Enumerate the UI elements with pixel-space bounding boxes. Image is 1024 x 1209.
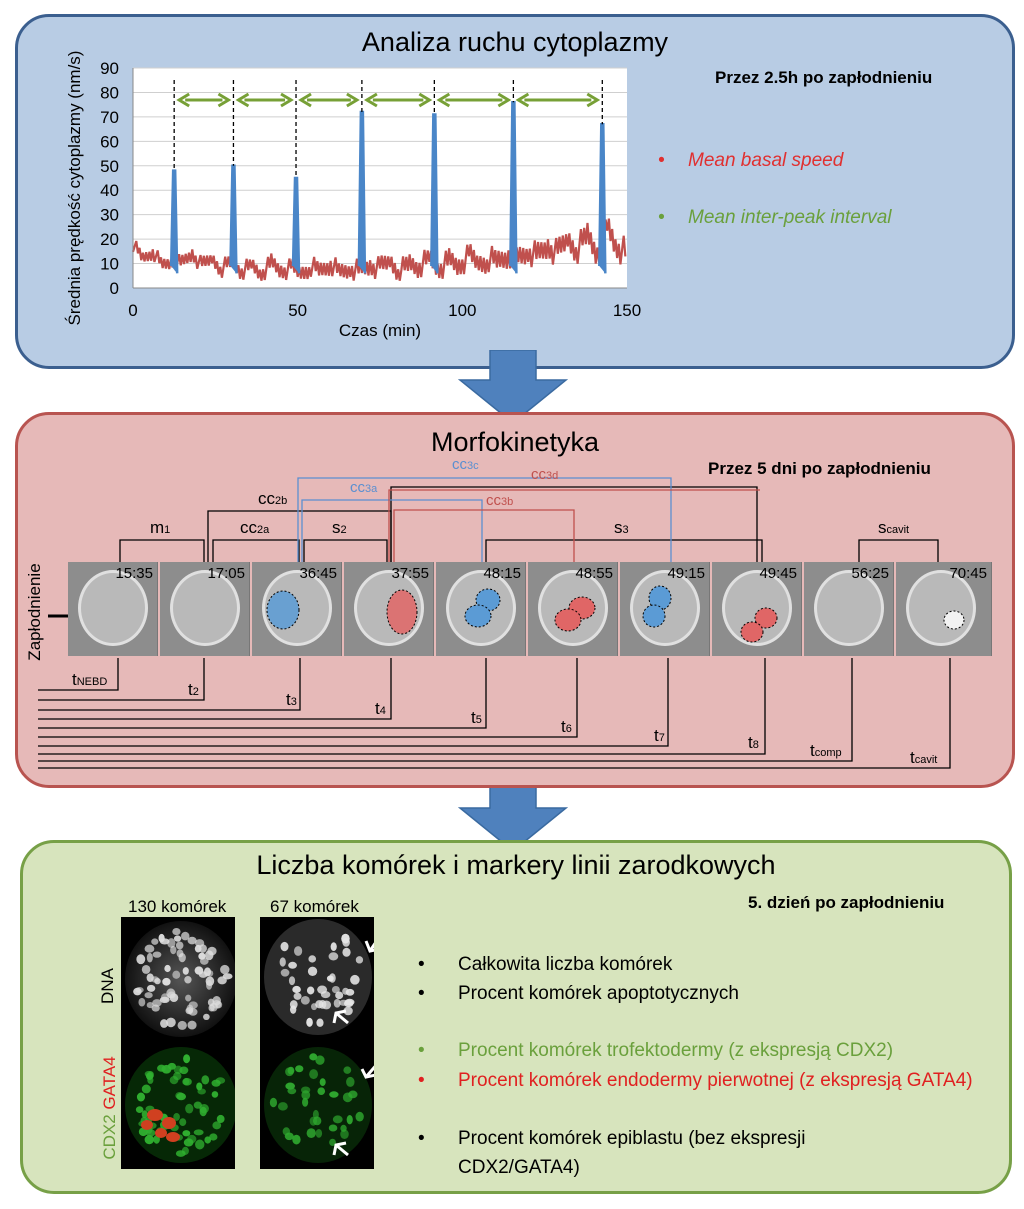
frame-time: 48:55: [575, 565, 613, 582]
panel-title: Morfokinetyka: [430, 427, 600, 457]
marker-image-67: [260, 1043, 374, 1169]
nucleus: [287, 1088, 296, 1094]
nucleus: [185, 995, 191, 1002]
bullet-total-cells: [418, 950, 673, 979]
nucleus: [313, 1110, 319, 1119]
gata4-label: GATA4: [100, 1056, 119, 1110]
nucleus: [183, 1054, 190, 1063]
nucleus: [151, 938, 158, 944]
nucleus: [147, 953, 153, 963]
bullet-trophectoderm: [418, 1036, 988, 1065]
y-tick-label: 0: [109, 279, 119, 298]
frame-time: 56:25: [851, 565, 889, 582]
time-label-t3: t3: [286, 690, 297, 709]
nucleus: [341, 934, 350, 944]
nucleus: [329, 1125, 338, 1132]
nucleus: [204, 967, 211, 976]
nucleus: [183, 967, 189, 975]
frame-time: 15:35: [115, 565, 153, 582]
nucleus: [151, 976, 159, 982]
nucleus: [137, 1093, 145, 1102]
nucleus: [212, 1091, 219, 1098]
frame-time: 36:45: [299, 565, 337, 582]
dna-image-130: [121, 917, 235, 1043]
nucleus: [355, 1112, 363, 1122]
nucleus: [294, 993, 302, 1000]
nucleus: [199, 1104, 209, 1113]
bullet-epiblast: [418, 1124, 918, 1182]
nucleus: [161, 993, 169, 1002]
nucleus: [306, 1018, 313, 1027]
nucleus: [172, 971, 180, 979]
nucleus: [147, 985, 155, 992]
y-tick-label: 60: [100, 132, 119, 152]
nucleus: [157, 1065, 166, 1072]
bullet-dot: •: [658, 150, 665, 171]
nucleus: [147, 1002, 154, 1008]
nucleus: [201, 1075, 209, 1084]
nucleus: [295, 1065, 303, 1072]
nucleus: [164, 965, 170, 972]
nucleus: [194, 1129, 204, 1135]
frame-time: 37:55: [391, 565, 429, 582]
bullet-text: Procent komórek trofektodermy (z ekspresją CDX2): [458, 1040, 894, 1061]
bullet-text: Procent komórek endodermy pierwotnej (z ekspresją GATA4): [458, 1070, 973, 1091]
time-label-tcomp: tcomp: [810, 741, 842, 760]
nucleus: [347, 1115, 353, 1124]
bullet-dot: •: [418, 1070, 425, 1091]
interval-label-m1: m1: [150, 518, 171, 537]
y-tick-label: 90: [100, 59, 119, 78]
time-label-t6: t6: [561, 717, 572, 736]
nucleus: [198, 953, 205, 960]
nucleus: [288, 962, 297, 969]
frame-time: 49:45: [759, 565, 797, 582]
nucleus: [146, 1073, 153, 1080]
x-axis-label: Czas (min): [338, 321, 422, 340]
nucleus: [280, 957, 286, 966]
time-label-tcavit: tcavit: [910, 748, 938, 767]
nucleus: [270, 1098, 277, 1108]
time-label-t8: t8: [748, 733, 759, 752]
nucleus: [342, 948, 350, 957]
nucleus: [183, 1078, 189, 1085]
nucleus: [195, 939, 204, 947]
nucleus: [184, 976, 191, 983]
bullet-dot: •: [418, 1128, 425, 1149]
nucleus: [301, 1090, 310, 1099]
nucleus: [136, 954, 145, 964]
nucleus: [162, 978, 170, 986]
nucleus: [203, 1014, 210, 1020]
nucleus: [206, 980, 212, 990]
nucleus: [348, 1091, 357, 1099]
nucleus: [307, 987, 314, 995]
nucleus: [294, 946, 302, 956]
interval-label-scavit: scavit: [878, 518, 910, 537]
nucleus: [182, 1130, 190, 1136]
dna-image-67: [260, 917, 374, 1043]
nucleus: [335, 992, 343, 1000]
nucleus: [205, 950, 213, 960]
frame-time: 17:05: [207, 565, 245, 582]
nucleus: [217, 976, 226, 984]
y-tick-label: 20: [100, 230, 119, 250]
fertilization-label: Zapłodnienie: [25, 563, 44, 661]
nucleus: [176, 941, 184, 949]
nucleus: [343, 1066, 351, 1073]
nucleus: [220, 965, 229, 974]
bullet-text: Procent komórek apoptotycznych: [458, 983, 739, 1004]
nucleus: [320, 1078, 326, 1086]
nucleus: [166, 1018, 176, 1028]
interval-label-cc3b: cc3b: [486, 492, 514, 509]
nucleus: [182, 1147, 189, 1155]
nucleus: [283, 1127, 290, 1135]
nucleus: [340, 1129, 349, 1139]
panel-title: Analiza ruchu cytoplazmy: [361, 27, 669, 57]
nucleus: [290, 1005, 296, 1013]
column-label-130: 130 komórek: [128, 897, 227, 916]
frame-time: 49:15: [667, 565, 705, 582]
nucleus: [212, 1080, 221, 1087]
bullet-primitive-endoderm: [418, 1066, 988, 1095]
nucleus: [333, 1115, 343, 1123]
nucleus: [179, 1066, 188, 1074]
nucleus: [153, 952, 162, 958]
x-tick-label: 150: [612, 301, 642, 320]
time-label-t2: t2: [188, 680, 199, 699]
x-tick-label: 100: [448, 301, 477, 320]
y-tick-label: 40: [100, 181, 119, 201]
nucleus: [356, 956, 363, 963]
nucleus: [308, 967, 317, 976]
bullet-text: Procent komórek epiblastu (bez ekspresji CDX2/GATA4): [458, 1128, 806, 1178]
bullet-text: Mean basal speed: [688, 150, 844, 171]
y-axis-label: Średnia prędkość cytoplazmy (nm/s): [65, 50, 84, 326]
y-tick-label: 10: [100, 254, 119, 274]
interval-label-cc3a: cc3a: [350, 479, 378, 496]
y-tick-label: 70: [100, 107, 119, 127]
nucleus: [186, 1004, 193, 1013]
nucleus: [289, 976, 295, 985]
nucleus: [311, 1003, 317, 1010]
interval-label-cc2b: cc2b: [258, 489, 288, 508]
interval-label-cc3d: cc3d: [531, 466, 559, 483]
nucleus: [144, 992, 152, 998]
nucleus: [292, 986, 301, 993]
nucleus: [142, 1085, 151, 1094]
nucleus: [281, 942, 289, 951]
nucleus: [159, 934, 165, 942]
nucleus: [350, 975, 360, 985]
panel-tag: Przez 2.5h po zapłodnieniu: [715, 68, 933, 87]
nucleus: [188, 1021, 197, 1030]
row-label-markers: [100, 1048, 120, 1168]
nucleus: [168, 1063, 176, 1070]
nucleus: [185, 1104, 193, 1114]
arrow-icon: [362, 1063, 374, 1077]
row-label-dna: DNA: [98, 968, 117, 1004]
interval-label-cc3c: cc3c: [452, 456, 479, 473]
frame-time: 70:45: [949, 565, 987, 582]
bullet-apoptotic: [418, 979, 739, 1008]
nucleus: [177, 949, 184, 957]
nucleus: [281, 969, 290, 977]
nucleus: [317, 1087, 325, 1095]
nucleus: [329, 1091, 338, 1097]
nucleus: [210, 1003, 218, 1012]
nucleus: [316, 1019, 323, 1027]
y-tick-label: 50: [100, 156, 119, 176]
nucleus: [307, 1128, 316, 1138]
nucleus: [329, 952, 339, 960]
y-tick-label: 80: [100, 83, 119, 103]
time-label-t5: t5: [471, 708, 482, 727]
nucleus: [209, 1133, 217, 1140]
nucleus: [301, 996, 310, 1005]
nucleus: [288, 1067, 295, 1075]
arrow-icon: [366, 933, 374, 951]
nucleus: [145, 1135, 154, 1144]
nucleus: [278, 1102, 288, 1111]
nucleus: [172, 928, 180, 935]
nucleus: [321, 991, 330, 998]
frame-time: 48:15: [483, 565, 521, 582]
bullet-dot: •: [418, 1040, 425, 1061]
nucleus: [170, 946, 176, 954]
column-label-67: 67 komórek: [270, 897, 359, 916]
nucleus: [136, 1106, 144, 1113]
nucleus: [195, 1140, 204, 1150]
nucleus: [327, 975, 334, 981]
nucleus: [308, 955, 316, 962]
bullet-text: Mean inter-peak interval: [688, 207, 892, 228]
nucleus: [174, 935, 181, 941]
interval-label-s2: s2: [332, 518, 347, 537]
nucleus: [346, 1077, 354, 1087]
interval-label-cc2a: cc2a: [240, 518, 270, 537]
nucleus: [309, 1053, 317, 1060]
nucleus: [316, 1129, 322, 1138]
nucleus: [331, 942, 337, 951]
nucleus: [212, 1121, 221, 1129]
nucleus: [178, 1021, 187, 1030]
nucleus: [334, 999, 341, 1008]
nucleus: [145, 945, 155, 953]
nucleus: [138, 998, 145, 1007]
nucleus: [187, 1135, 196, 1143]
nucleus: [173, 1072, 181, 1080]
bullet-text: Całkowita liczba komórek: [458, 954, 673, 975]
bullet-dot: •: [418, 983, 425, 1004]
nucleus: [309, 1069, 318, 1079]
time-label-t4: t4: [375, 699, 386, 718]
nucleus: [146, 1129, 155, 1136]
bullet-dot: •: [418, 954, 425, 975]
x-tick-label: 50: [288, 301, 308, 320]
nucleus: [179, 1118, 186, 1126]
panel-tag: 5. dzień po zapłodnieniu: [748, 893, 945, 912]
cdx2-label: CDX2: [100, 1114, 119, 1160]
interval-label-s3: s3: [614, 518, 629, 537]
time-label-t7: t7: [654, 726, 665, 745]
time-label-tnebd: tNEBD: [72, 670, 108, 689]
panel-title: Liczba komórek i markery linii zarodkowych: [256, 850, 776, 880]
y-tick-label: 30: [100, 205, 119, 225]
panel-tag: Przez 5 dni po zapłodnieniu: [708, 459, 931, 478]
nucleus: [142, 965, 151, 974]
nucleus: [133, 988, 142, 996]
nucleus: [196, 1082, 202, 1090]
x-tick-label: 0: [128, 301, 138, 320]
nucleus: [175, 1092, 184, 1099]
marker-image-130: [121, 1043, 235, 1169]
nucleus: [342, 988, 349, 995]
bullet-dot: •: [658, 207, 665, 228]
